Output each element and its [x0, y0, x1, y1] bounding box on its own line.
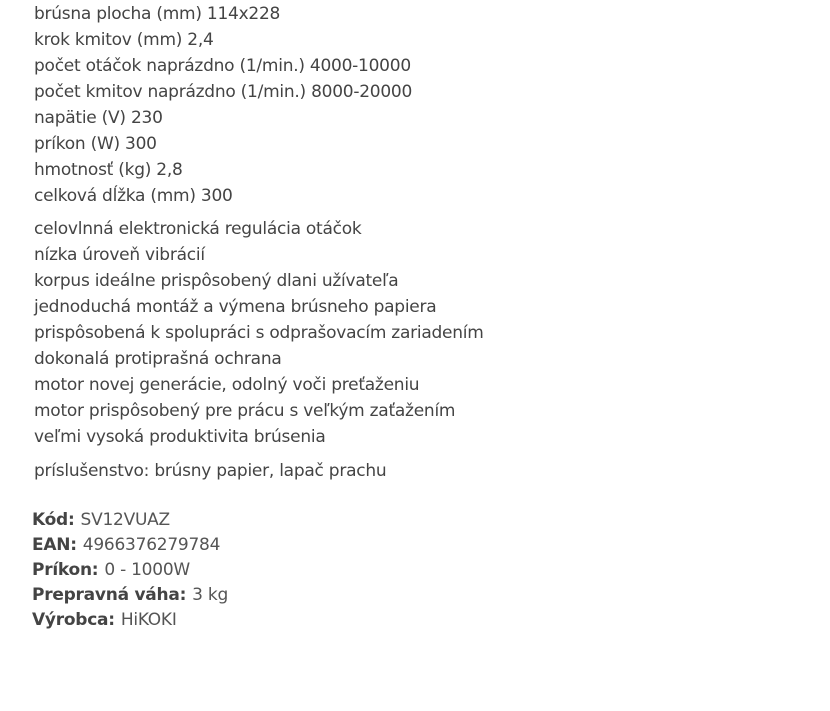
product-params [32, 508, 228, 633]
param-power [32, 558, 228, 583]
spec-item: hmotnosť (kg) 2,8 [34, 160, 183, 180]
param-label: Prepravná váha: [32, 585, 187, 605]
param-label: Výrobca: [32, 610, 115, 630]
param-value: 0 - 1000W [104, 560, 190, 580]
accessories-item: príslušenstvo: brúsny papier, lapač prachu [34, 461, 387, 481]
param-label: Kód: [32, 510, 75, 530]
feature-item: celovlnná elektronická regulácia otáčok [34, 219, 362, 239]
feature-item: nízka úroveň vibrácií [34, 245, 205, 265]
param-manufacturer [32, 608, 228, 633]
param-ean [32, 533, 228, 558]
feature-item: prispôsobená k spolupráci s odprašovacím zariadením [34, 323, 484, 343]
spec-item: počet kmitov naprázdno (1/min.) 8000-20000 [34, 82, 413, 102]
spec-item: počet otáčok naprázdno (1/min.) 4000-10000 [34, 56, 411, 76]
param-label: Príkon: [32, 560, 99, 580]
feature-item: dokonalá protiprašná ochrana [34, 349, 282, 369]
param-value: 3 kg [192, 585, 229, 605]
param-value: HiKOKI [120, 610, 177, 630]
feature-item: motor novej generácie, odolný voči preťaženiu [34, 375, 420, 395]
accessories-list [34, 458, 386, 484]
feature-item: korpus ideálne prispôsobený dlani užívateľa [34, 271, 399, 291]
spec-item: celková dĺžka (mm) 300 [34, 186, 233, 206]
spec-item: krok kmitov (mm) 2,4 [34, 30, 214, 50]
param-value: SV12VUAZ [80, 510, 170, 530]
spec-list [34, 1, 412, 209]
spec-item: príkon (W) 300 [34, 134, 157, 154]
spec-item: brúsna plocha (mm) 114x228 [34, 4, 281, 24]
spec-item: napätie (V) 230 [34, 108, 163, 128]
param-shipping-weight [32, 583, 228, 608]
feature-item: veľmi vysoká produktivita brúsenia [34, 427, 326, 447]
feature-list [34, 216, 484, 450]
feature-item: jednoduchá montáž a výmena brúsneho papiera [34, 297, 437, 317]
param-value: 4966376279784 [82, 535, 221, 555]
feature-item: motor prispôsobený pre prácu s veľkým zaťažením [34, 401, 456, 421]
param-code [32, 508, 228, 533]
param-label: EAN: [32, 535, 77, 555]
